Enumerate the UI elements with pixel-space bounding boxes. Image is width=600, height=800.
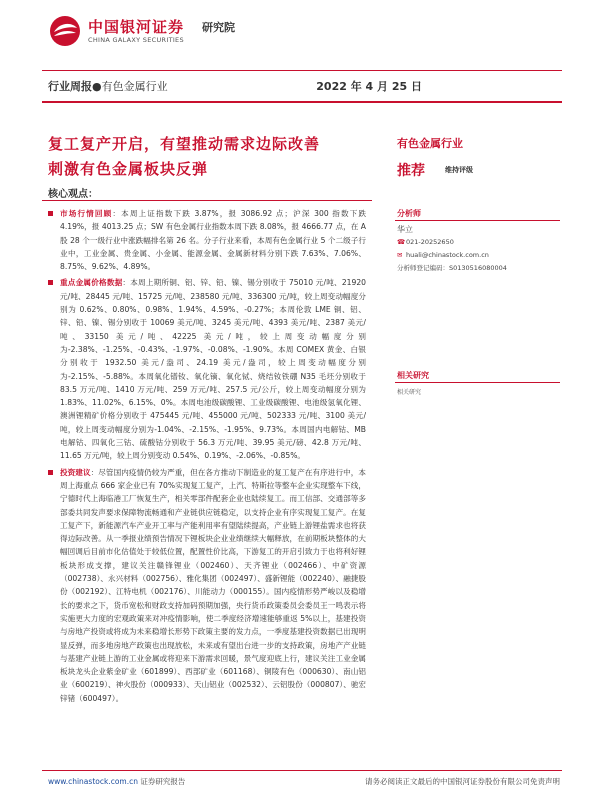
footer-website-link[interactable]: www.chinastock.com.cn [48,777,138,786]
paragraph-text: ：尽管国内疫情仍较为严重，但在各方推动下制造业的复工复产在有序进行中，本周上海重点 666 家企业已有 70%实现复工复产，上汽、特斯拉等整车企业实现整车下线，宁德时代上海临港工厂恢复生产，相关零部件配套企业也陆续复工。而工信部、交通部等多部委共同发声要求保障物流畅通和产业链供应链稳定，以支持企业有序实现复工复产。在复工复产下，新能源汽车产业开工率与产能利用率有望陆续提高，产业链上游锂盐需求也将获得边际改善。从一季报业绩预告情况下锂板块企业业绩继续大幅释放，在前期板块整体的大幅回调后目前市化估值处于较低位置，配置性价比高，下游复工的开启引致力于也将利好锂板块形成支撑，建议关注赣锋锂业（002460）、天齐锂业（002466）、中矿资源（002738）、永兴材料（002756）、雅化集团（002497）、盛新锂能（002240）、融捷股份（002192）、江特电机（002176）、川能动力（000155）。国内疫情形势严峻以及稳增长的要求之下，货币宽松和财政支持加码预期加强，央行货币政策委员会委员王一鸣表示将实施更大力度的宏观政策来对冲疫情影响，使二季度经济增速能够重返 5%以上，基建投资与房地产投资或将成为未来稳增长形势下政策主要的发力点，一季度基建投资数据已出现明显反弹，而多地房地产政策也出现放松，未来或有望出台进一步的支持政策，房地产产业链与基建产业链上游的工业金属或将迎来下游需求回暖，景气度迎底上行，建议关注工业金属板块龙头企业紫金矿业（601899）、西部矿业（601168）、铜陵有色（000630）、南山铝业（600219）、神火股份（000933）、天山铝业（002532）、云铝股份（000807）、驰宏锌锗（600497）。 [60,467,366,703]
bullet-dot-icon: ● [92,80,102,93]
report-title-line-1: 复工复产开启，有望推动需求边际改善 [48,135,321,153]
header-divider [42,70,562,71]
footer-disclaimer: 请务必阅读正文最后的中国银河证券股份有限公司免责声明 [365,777,560,786]
related-divider [395,382,560,383]
phone-icon: ☎ [397,238,406,246]
analyst-phone-row [397,238,454,246]
analyst-phone: 021-20252650 [406,238,454,246]
paragraph-text: ：本周上期所铜、铝、锌、铅、镍、锡分别收于 75010 元/吨、21920 元/吨、28445 元/吨、15725 元/吨、238580 元/吨、336300 元/吨，较上周变动幅度分别为 0.62%、0.80%、0.98%、1.94%、4.59%、-0.27%；本周伦敦 LME 铜、铝、锌、铅、镍、锡分别收于 10069 美元/吨、3245 美元/吨、4393 美元/吨、2387 美元/吨、33150 美元/吨、42225 美元/吨，较上周变动幅度分别为-2.38%、-1.25%、-0.43%、-1.97%、-0.08%、-1.90%。本周 COMEX 黄金、白银分别收于 1932.50 美元/盎司、24.19 美元/盎司，较上周变动幅度分别为-2.15%、-5.88%。本周氧化镨钕、氧化镝、氧化铽、烧结钕铁硼 N35 毛坯分别收于 83.5 万元/吨、1410 万元/吨、259 万元/吨、257.5 元/公斤，较上周变动幅度分别为 1.83%、11.02%、6.15%、0%。本周电池级碳酸锂、工业级碳酸锂、电池级氢氧化锂、澳洲锂精矿价格分别收于 475445 元/吨、455000 元/吨、502333 元/吨、3100 美元/吨，较上周变动幅度分别为-1.04%、-2.15%、-1.95%、9.73%。本周国内电解钴、MB 电解钴、四氧化三钴、硫酸钴分别收于 56.3 万元/吨、39.95 美元/磅、42.8 万元/吨、11.65 万元/吨，较上周分别变动 0.54%、0.19%、-2.06%、-0.85%。 [60,278,366,461]
paragraph-investment-advice [44,466,366,705]
rating: 推荐 [397,163,425,179]
sidebar-industry: 有色金属行业 [397,137,463,150]
logo-english-name: CHINA GALAXY SECURITIES [88,36,184,44]
paragraph-heading: 市场行情回顾 [60,209,113,218]
header-divider-thick [42,101,562,103]
logo-chinese-name: 中国银河证券 [88,18,185,36]
analyst-heading: 分析师 [397,209,421,218]
paragraph-market-review [44,207,366,273]
report-type-label: 行业周报 [48,80,92,93]
analyst-email[interactable]: huali@chinastock.com.cn [406,251,489,259]
institute-label: 研究院 [202,21,235,34]
paragraph-heading: 重点金属价格数据 [60,278,123,288]
square-bullet-icon [48,211,53,216]
paragraph-metal-prices [44,276,366,462]
analyst-cert: 分析师登记编码：S0130516080004 [397,264,507,272]
core-divider [42,200,372,201]
report-header-bar [42,78,562,98]
paragraph-heading: 投资建议 [60,467,91,477]
related-research-list: 相关研究 [397,389,422,396]
report-title-line-2: 刺激有色金属板块反弹 [48,160,209,178]
company-logo [48,10,278,50]
footer-divider [42,770,562,771]
report-date: 2022 年 4 月 25 日 [316,80,422,93]
footer-left [48,776,185,787]
main-content [44,207,366,708]
related-research-heading: 相关研究 [397,371,429,380]
email-icon: ✉ [397,251,403,259]
analyst-name: 华立 [397,225,413,234]
square-bullet-icon [48,280,53,285]
rating-maintained: 维持评级 [445,166,473,174]
square-bullet-icon [48,470,53,475]
footer-report-label: 证券研究报告 [140,777,186,786]
analyst-divider [395,220,560,221]
paragraph-text: ：本周上证指数下跌 3.87%，报 3086.92 点；沪深 300 指数下跌 4.19%，报 4013.25 点；SW 有色金属行业指数本周下跌 8.08%，报 4666.77 点，在 A 股 28 个一级行业中涨跌幅排名第 26 名。分子行业来看，本周有色金属行业 5 个二级子行业中，工业金属、贵金属、小金属、能源金属、金属新材料分别下跌 7.63%、7.06%、8.75%、9.62%、4.89%。 [60,209,366,272]
analyst-email-row [397,251,489,259]
report-type [48,78,168,94]
report-industry: 有色金属行业 [101,80,168,93]
galaxy-logo-icon [48,14,82,48]
core-view-label: 核心观点： [48,189,98,200]
